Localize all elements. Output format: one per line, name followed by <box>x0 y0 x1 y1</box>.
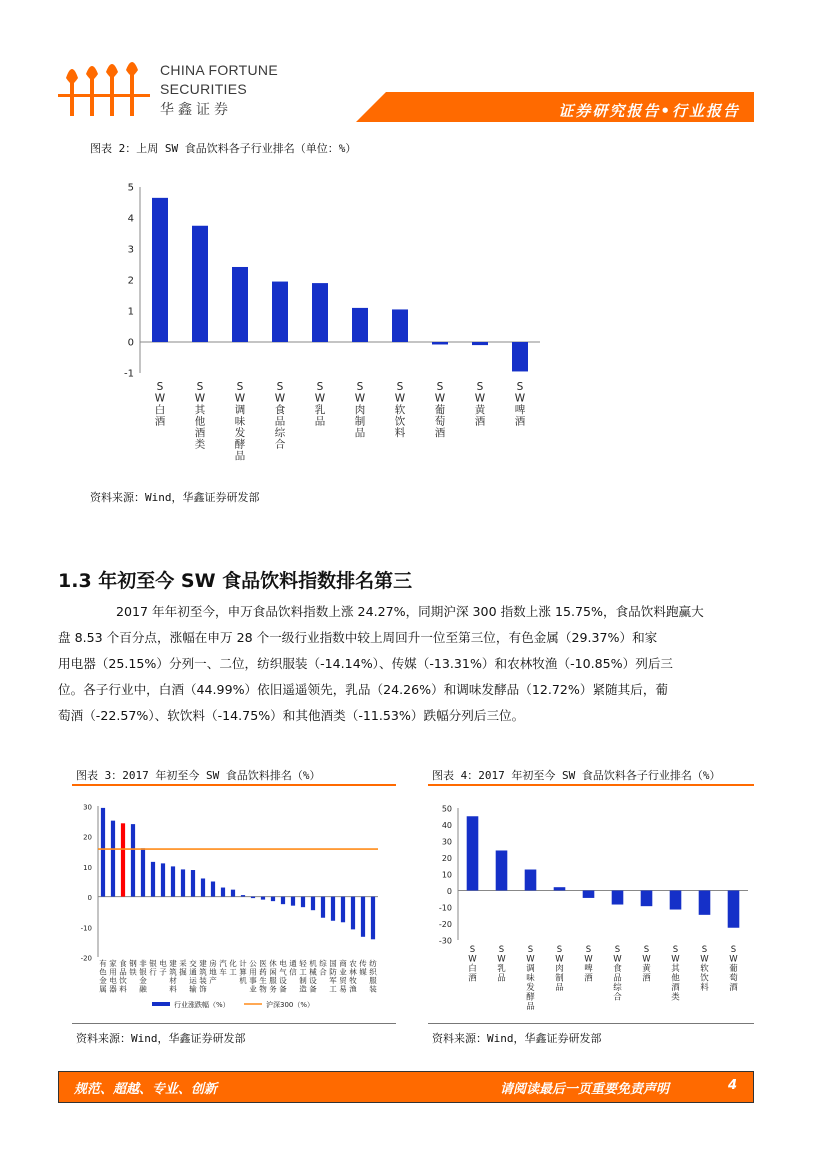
x-tick-label: S W 肉制品 <box>555 945 564 993</box>
y-tick-label: 4 <box>127 213 134 225</box>
legend-swatch-bars <box>152 1002 170 1006</box>
bar <box>512 342 528 371</box>
x-tick-label: S W 其他酒类 <box>671 945 680 1003</box>
bar <box>361 897 365 937</box>
x-tick-label: S W 肉制品 <box>354 381 366 439</box>
fig2-chart <box>100 170 560 470</box>
bar <box>281 897 285 905</box>
fig2-source: 资料来源：Wind，华鑫证券研发部 <box>90 491 260 504</box>
y-tick-label: 0 <box>87 894 92 903</box>
x-tick-label: 综合 <box>319 959 327 977</box>
x-tick-label: S W 调味发酵品 <box>234 381 246 462</box>
bar <box>271 897 275 902</box>
paragraph-line-3: 用电器（25.15%）分列一、二位，纺织服装（-14.14%）、传媒（-13.31%）和农林牧渔（-10.85%）列后三 <box>58 656 674 671</box>
y-tick-label: 0 <box>127 337 134 349</box>
fig3-rule <box>72 784 396 786</box>
bar <box>525 870 537 891</box>
x-tick-label: S W 白酒 <box>154 381 166 428</box>
x-tick-label: 钢铁 <box>129 959 137 977</box>
bar <box>151 862 155 897</box>
x-tick-label: S W 啤酒 <box>584 945 593 984</box>
report-type-label: 证券研究报告•行业报告 <box>558 102 740 120</box>
fig4-source: 资料来源：Wind，华鑫证券研发部 <box>432 1032 602 1045</box>
legend-label-line: 沪深300（%） <box>266 1001 315 1009</box>
x-tick-label: 通信 <box>289 959 297 977</box>
y-tick-label: 10 <box>441 870 452 880</box>
bar <box>221 888 225 897</box>
bar <box>321 897 325 918</box>
bar <box>201 878 205 896</box>
fig4-bottom-rule <box>428 1023 754 1024</box>
y-tick-label: 1 <box>127 306 134 318</box>
x-tick-label: 电气设备 <box>279 959 287 994</box>
bar <box>301 897 305 908</box>
bar <box>291 897 295 906</box>
x-tick-label: 家用电器 <box>109 959 117 994</box>
y-tick-label: -30 <box>438 936 452 946</box>
x-tick-label: 轻工制造 <box>299 959 307 994</box>
y-tick-label: 40 <box>441 821 452 830</box>
bar <box>641 891 653 907</box>
x-tick-label: 非银金融 <box>139 959 147 994</box>
bar <box>181 869 185 896</box>
bar <box>699 891 711 915</box>
x-tick-label: S W 软饮料 <box>700 945 709 993</box>
x-tick-label: 交通运输 <box>189 959 197 994</box>
paragraph-line-1: 2017 年年初至今，申万食品饮料指数上涨 24.27%，同期沪深 300 指数上涨 15.75%，食品饮料跑赢大 <box>116 604 704 619</box>
bar <box>171 866 175 896</box>
bar <box>331 897 335 921</box>
bar <box>211 882 215 897</box>
paragraph-line-2: 盘 8.53 个百分点，涨幅在申万 28 个一级行业指数中较上周回升一位至第三位，有色金属（29.37%）和家 <box>58 630 658 645</box>
y-tick-label: 10 <box>83 863 92 872</box>
x-tick-label: S W 食品综合 <box>613 945 622 1003</box>
x-tick-label: S W 葡萄酒 <box>729 945 738 993</box>
bar <box>191 870 195 897</box>
bar <box>311 897 315 911</box>
x-tick-label: S W 葡萄酒 <box>434 381 446 439</box>
y-tick-label: -10 <box>80 924 92 933</box>
x-tick-label: S W 啤酒 <box>514 381 526 428</box>
bar <box>554 887 566 890</box>
y-tick-label: -20 <box>80 954 92 963</box>
footer-motto: 规范、超越、专业、创新 <box>74 1082 218 1097</box>
paragraph-line-4: 位。各子行业中，白酒（44.99%）依旧遥遥领先，乳品（24.26%）和调味发酵品（12.72%）紧随其后，葡 <box>58 682 669 697</box>
x-tick-label: S W 黄酒 <box>642 945 651 984</box>
x-tick-label: 电子 <box>159 959 167 977</box>
fig4-rule <box>428 784 754 786</box>
x-tick-label: 建筑装饰 <box>199 959 207 994</box>
y-tick-label: -20 <box>438 920 452 929</box>
y-tick-label: 30 <box>441 837 452 847</box>
x-tick-label: 建筑材料 <box>169 959 177 994</box>
bar <box>341 897 345 923</box>
x-tick-label: 化工 <box>229 959 237 977</box>
bar <box>231 890 235 897</box>
fig3-chart <box>72 792 394 1022</box>
brand-name-en: CHINA FORTUNE <box>160 62 278 78</box>
x-tick-label: 休闲服务 <box>269 959 277 994</box>
x-tick-label: 食品饮料 <box>119 959 127 994</box>
fig4-chart <box>428 792 754 1022</box>
legend-label-bars: 行业涨跌幅（%） <box>174 1001 230 1009</box>
brand-name-cn: 华鑫证券 <box>160 102 232 118</box>
bar <box>352 308 368 342</box>
x-tick-label: S W 黄酒 <box>474 381 486 428</box>
y-tick-label: 20 <box>441 854 452 863</box>
y-tick-label: 0 <box>446 887 452 896</box>
bar <box>472 342 488 345</box>
y-tick-label: 3 <box>127 244 134 256</box>
x-tick-label: 国防军工 <box>329 959 337 994</box>
section-heading: 1.3 年初至今 SW 食品饮料指数排名第三 <box>58 570 413 592</box>
bar <box>312 283 328 342</box>
bar <box>232 267 248 342</box>
bar <box>351 897 355 930</box>
x-tick-label: S W 其他酒类 <box>194 381 206 451</box>
bar <box>371 897 375 940</box>
bar <box>111 821 115 897</box>
x-tick-label: 银行 <box>149 959 157 977</box>
bar <box>101 808 105 897</box>
bar <box>432 342 448 344</box>
bar <box>161 863 165 896</box>
y-tick-label: 30 <box>83 803 92 812</box>
x-tick-label: 医药生物 <box>259 959 267 994</box>
bar <box>141 848 145 896</box>
company-logo <box>58 58 158 120</box>
x-tick-label: 传媒 <box>359 959 367 977</box>
bar <box>496 850 508 890</box>
fig3-bottom-rule <box>72 1023 396 1024</box>
bar <box>152 198 168 342</box>
x-tick-label: S W 软饮料 <box>394 381 406 439</box>
bar <box>272 282 288 342</box>
bar <box>670 891 682 910</box>
paragraph-line-5: 萄酒（-22.57%）、软饮料（-14.75%）和其他酒类（-11.53%）跌幅分列后三位。 <box>58 708 525 723</box>
bar <box>131 824 135 896</box>
x-tick-label: 机械设备 <box>309 959 317 994</box>
x-tick-label: 农林牧渔 <box>349 959 357 994</box>
bar <box>467 816 479 890</box>
fig3-source: 资料来源：Wind，华鑫证券研发部 <box>76 1032 246 1045</box>
bar <box>728 891 740 928</box>
bar <box>251 897 255 899</box>
bar <box>612 891 624 905</box>
fig3-caption: 图表 3：2017 年初至今 SW 食品饮料排名（%） <box>76 769 321 782</box>
y-tick-label: 50 <box>441 804 452 814</box>
x-tick-label: S W 调味发酵品 <box>526 945 535 1012</box>
bar <box>261 897 265 900</box>
x-tick-label: 汽车 <box>219 959 227 977</box>
y-tick-label: -1 <box>124 368 134 380</box>
fig2-caption: 图表 2：上周 SW 食品饮料各子行业排名（单位：%） <box>90 142 357 155</box>
x-tick-label: 纺织服装 <box>369 959 377 994</box>
y-tick-label: 20 <box>83 833 92 842</box>
x-tick-label: 公用事业 <box>249 959 257 994</box>
x-tick-label: 有色金属 <box>99 959 107 994</box>
bar <box>241 895 245 897</box>
x-tick-label: S W 乳品 <box>497 945 506 984</box>
y-tick-label: 5 <box>127 182 134 194</box>
y-tick-label: -10 <box>438 903 452 913</box>
bar <box>192 226 208 342</box>
y-tick-label: 2 <box>127 275 134 287</box>
bar <box>121 823 125 896</box>
x-tick-label: 采掘 <box>179 959 187 977</box>
x-tick-label: 房地产 <box>209 959 217 985</box>
x-tick-label: S W 食品综合 <box>274 381 286 451</box>
x-tick-label: 计算机 <box>239 959 247 985</box>
fig4-caption: 图表 4：2017 年初至今 SW 食品饮料各子行业排名（%） <box>432 769 721 782</box>
x-tick-label: S W 白酒 <box>468 945 477 984</box>
x-tick-label: 商业贸易 <box>339 959 347 994</box>
bar <box>583 891 595 898</box>
page-number: 4 <box>728 1078 738 1093</box>
footer-disclaimer[interactable]: 请阅读最后一页重要免责声明 <box>500 1082 670 1097</box>
x-tick-label: S W 乳品 <box>314 381 326 428</box>
brand-name-en-line2: SECURITIES <box>160 81 248 97</box>
bar <box>392 309 408 342</box>
